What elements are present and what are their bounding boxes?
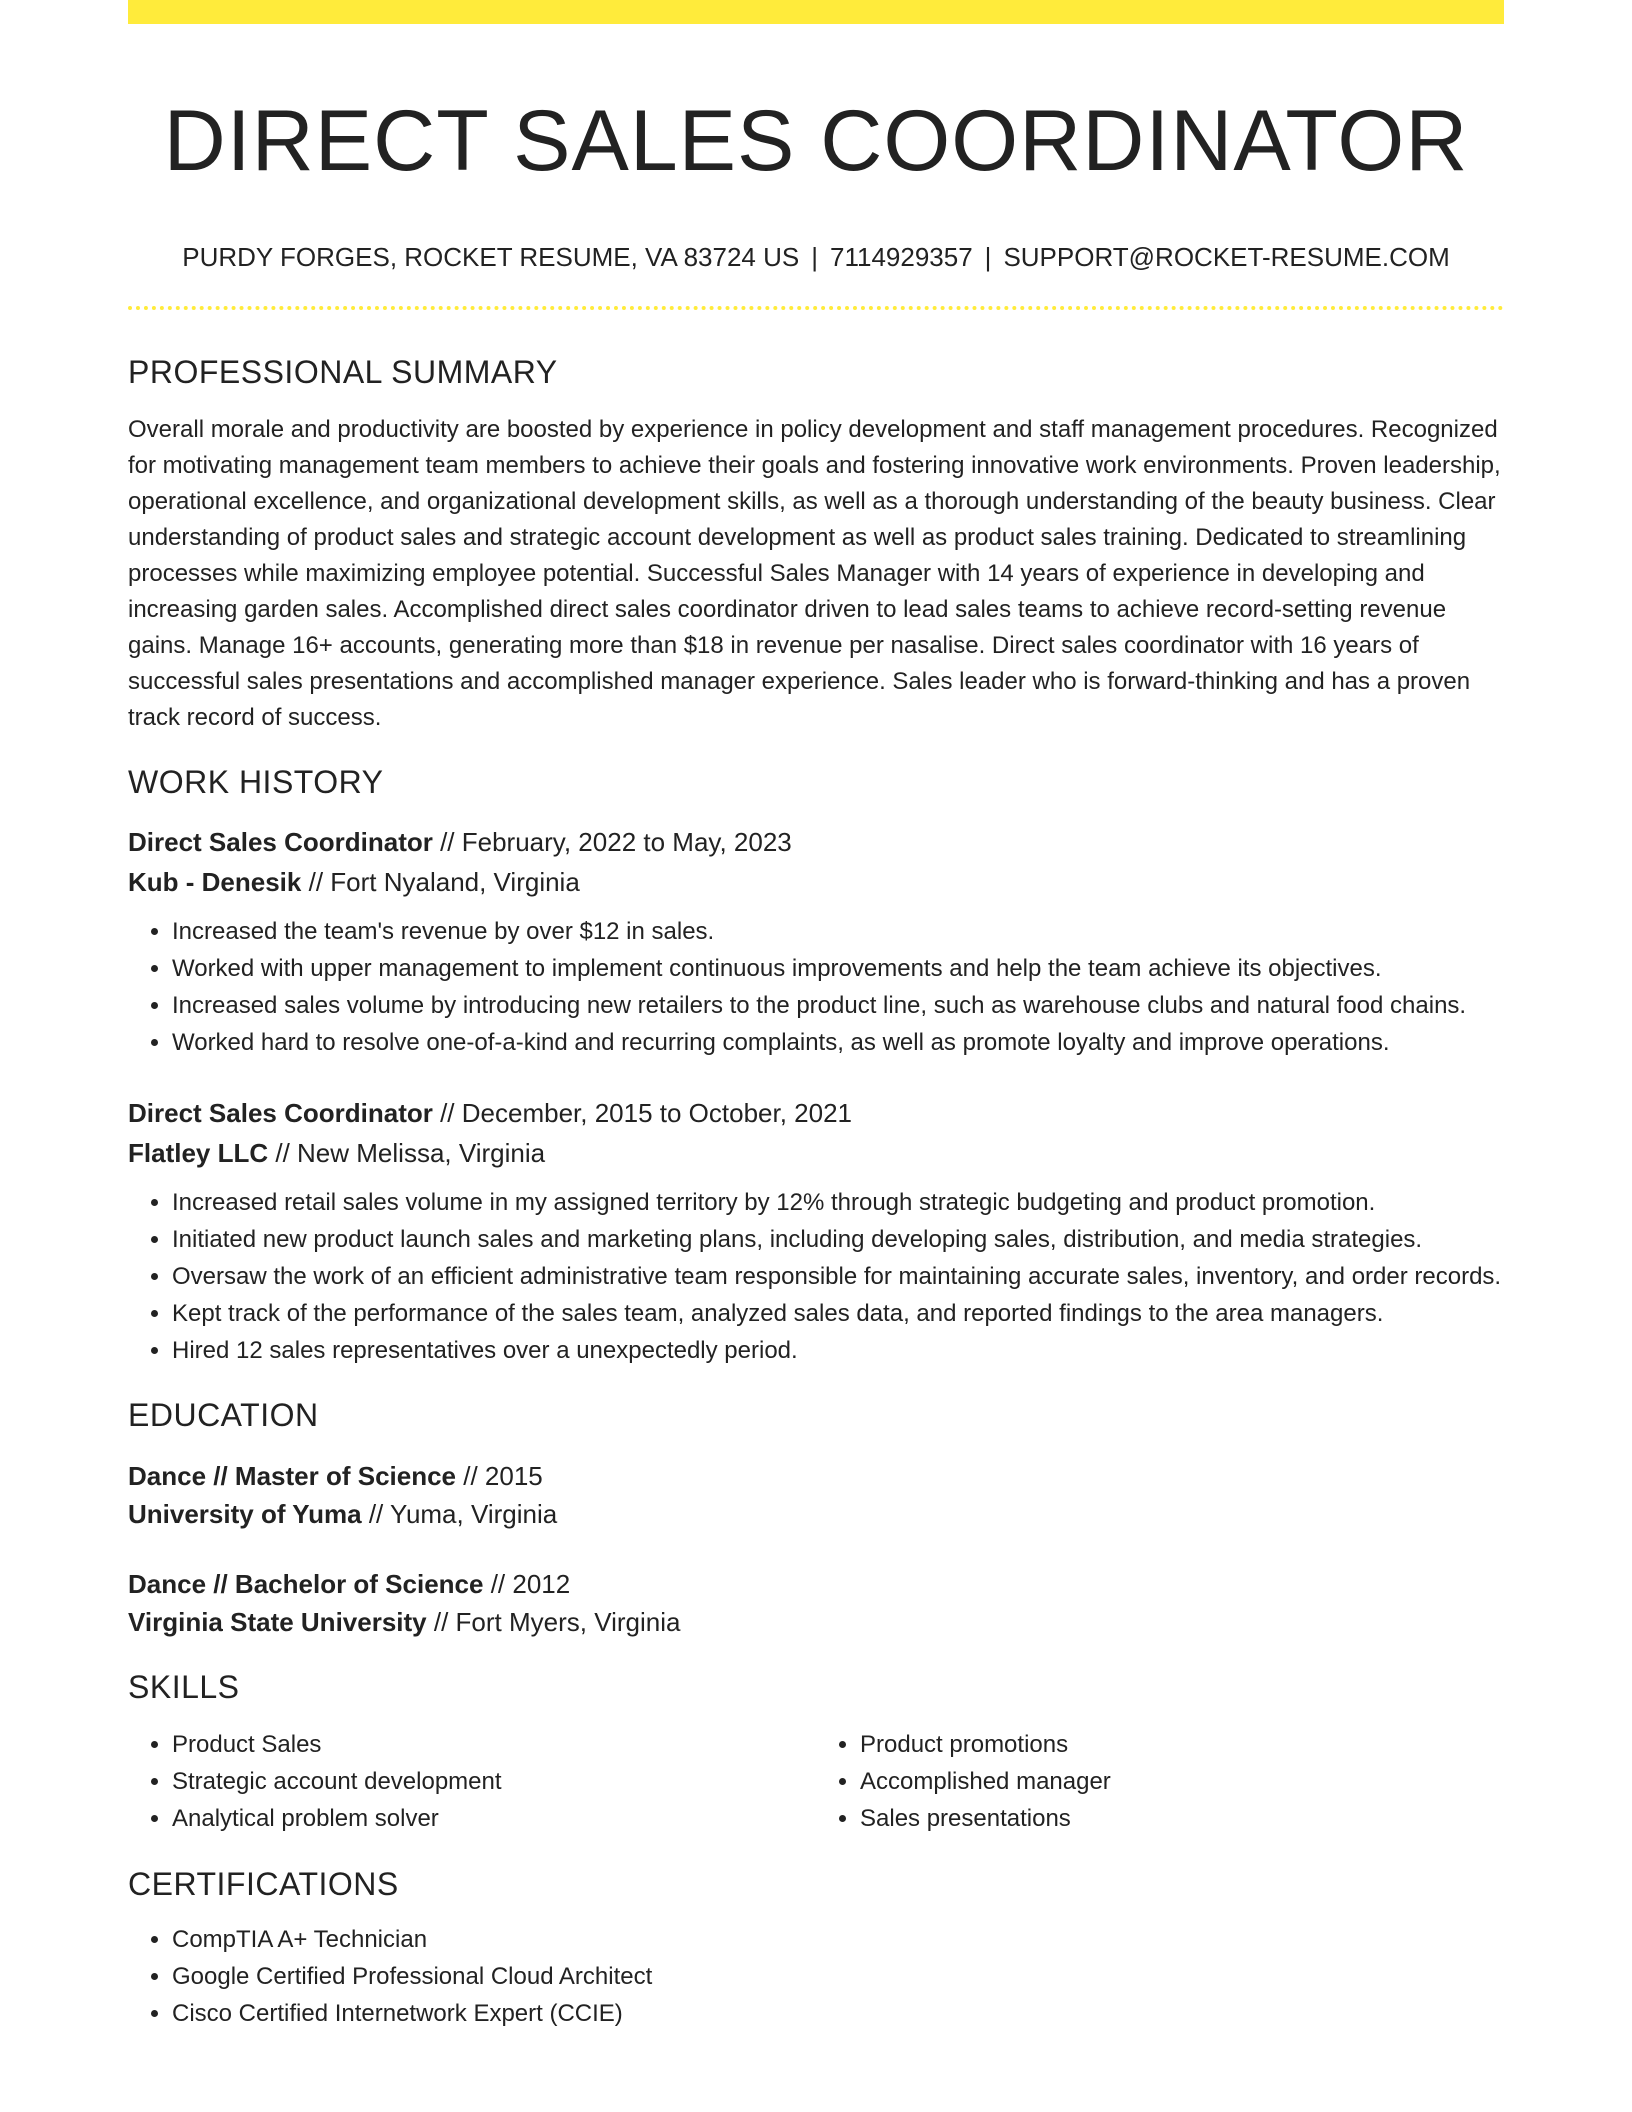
job-dates: // December, 2015 to October, 2021 xyxy=(432,1098,853,1128)
job-company-line xyxy=(128,862,1504,902)
degree-line xyxy=(128,1457,1504,1495)
skills-heading: SKILLS xyxy=(128,1669,240,1705)
skill-item: • Strategic account development xyxy=(172,1764,816,1800)
job-entry xyxy=(128,1093,1504,1369)
job-bullet: • Increased retail sales volume in my assigned territory by 12% through strategic budgeting and product promotion. xyxy=(172,1185,1504,1221)
school-location: // Yuma, Virginia xyxy=(361,1499,558,1529)
degree-line xyxy=(128,1565,1504,1603)
job-bullet: • Initiated new product launch sales and marketing plans, including developing sales, distribution, and media strategies. xyxy=(172,1222,1504,1258)
resume-content xyxy=(128,24,1504,2033)
contact-email: SUPPORT@ROCKET-RESUME.COM xyxy=(1003,242,1450,272)
skill-item: • Analytical problem solver xyxy=(172,1801,816,1837)
summary-heading: PROFESSIONAL SUMMARY xyxy=(128,354,558,390)
degree: Dance // Bachelor of Science xyxy=(128,1569,484,1599)
job-location: // Fort Nyaland, Virginia xyxy=(301,867,580,897)
skill-item: • Sales presentations xyxy=(860,1801,1504,1837)
contact-separator: | xyxy=(984,242,992,272)
certifications-heading: CERTIFICATIONS xyxy=(128,1866,399,1902)
job-bullet: • Worked with upper management to implement continuous improvements and help the team achieve its objectives. xyxy=(172,951,1504,987)
graduation-year: // 2015 xyxy=(456,1461,543,1491)
dotted-divider xyxy=(128,306,1504,310)
contact-separator: | xyxy=(811,242,818,272)
job-bullet: • Kept track of the performance of the sales team, analyzed sales data, and reported findings to the area managers. xyxy=(172,1296,1504,1332)
skill-item: • Accomplished manager xyxy=(860,1764,1504,1800)
skill-item: • Product Sales xyxy=(172,1727,816,1763)
resume-title: DIRECT SALES COORDINATOR xyxy=(163,93,1469,189)
school-location: // Fort Myers, Virginia xyxy=(426,1607,681,1637)
job-dates: // February, 2022 to May, 2023 xyxy=(432,827,792,857)
contact-address: PURDY FORGES, ROCKET RESUME, VA 83724 US xyxy=(182,242,800,272)
skill-item: • Product promotions xyxy=(860,1727,1504,1763)
school-line xyxy=(128,1603,1504,1641)
education-entry xyxy=(128,1565,1504,1641)
accent-top-bar xyxy=(128,0,1504,24)
certification-item: • Google Certified Professional Cloud Architect xyxy=(172,1959,1504,1995)
job-location: // New Melissa, Virginia xyxy=(268,1138,546,1168)
school-line xyxy=(128,1495,1504,1533)
job-title-line xyxy=(128,1093,1504,1133)
work-history-heading: WORK HISTORY xyxy=(128,764,384,800)
job-bullets xyxy=(128,914,1504,1061)
job-bullet: • Increased sales volume by introducing new retailers to the product line, such as warehouse clubs and natural food chains. xyxy=(172,988,1504,1024)
education-entry xyxy=(128,1457,1504,1533)
job-company: Flatley LLC xyxy=(128,1138,269,1168)
job-company-line xyxy=(128,1133,1504,1173)
certification-item: • Cisco Certified Internetwork Expert (CCIE) xyxy=(172,1996,1504,2032)
job-bullet: • Hired 12 sales representatives over a unexpectedly period. xyxy=(172,1333,1504,1369)
education-heading: EDUCATION xyxy=(128,1397,319,1433)
certifications-list xyxy=(128,1922,1504,2032)
job-bullets xyxy=(128,1185,1504,1369)
job-entry xyxy=(128,822,1504,1061)
job-bullet: • Worked hard to resolve one-of-a-kind and recurring complaints, as well as promote loyalty and improve operations. xyxy=(172,1025,1504,1061)
job-bullet: • Increased the team's revenue by over $12 in sales. xyxy=(172,914,1504,950)
job-title: Direct Sales Coordinator xyxy=(128,827,433,857)
degree: Dance // Master of Science xyxy=(128,1461,457,1491)
contact-line xyxy=(128,240,1504,274)
skills-columns xyxy=(128,1727,1504,1838)
job-title: Direct Sales Coordinator xyxy=(128,1098,433,1128)
certification-item: • CompTIA A+ Technician xyxy=(172,1922,1504,1958)
job-bullet: • Oversaw the work of an efficient administrative team responsible for maintaining accurate sales, inventory, and order records. xyxy=(172,1259,1504,1295)
school-name: University of Yuma xyxy=(128,1499,362,1529)
skills-list-right xyxy=(816,1727,1504,1838)
contact-phone: 7114929357 xyxy=(830,242,973,272)
job-title-line xyxy=(128,822,1504,862)
job-company: Kub - Denesik xyxy=(128,867,302,897)
graduation-year: // 2012 xyxy=(483,1569,571,1599)
skills-list-left xyxy=(128,1727,816,1838)
summary-text: Overall morale and productivity are boosted by experience in policy development and staff management procedures. Recognized for motivating management team members to achieve their goals and fostering innovative work environments. Proven leadership, operational excellence, and organizational development skills, as well as a thorough understanding of the beauty business. Clear understanding of product sales and strategic account development as well as product sales training. Dedicated to streamlining processes while maximizing employee potential. Successful Sales Manager with 14 years of experience in developing and increasing garden sales. Accomplished direct sales coordinator driven to lead sales teams to achieve record-setting revenue gains. Manage 16+ accounts, generating more than $18 in revenue per nasalise. Direct sales coordinator with 16 years of successful sales presentations and accomplished manager experience. Sales leader who is forward-thinking and has a proven track record of success. xyxy=(128,416,1501,731)
school-name: Virginia State University xyxy=(128,1607,427,1637)
